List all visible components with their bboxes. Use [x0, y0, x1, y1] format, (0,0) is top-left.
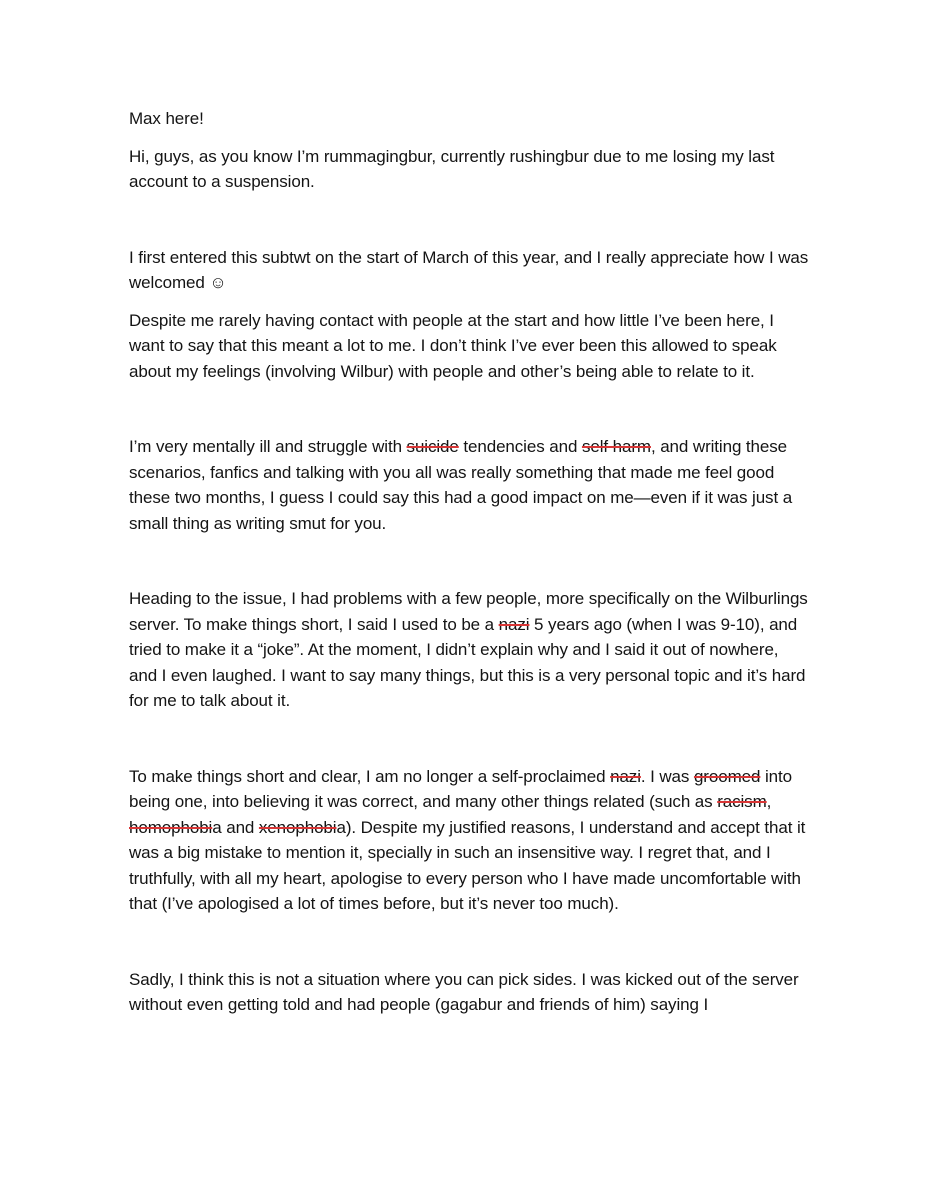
struck-word: nazi	[610, 766, 641, 786]
struck-word: groomed	[693, 766, 761, 786]
paragraph-spacer	[129, 917, 809, 967]
text-run: 5 years ago (when I was 9-10), and tried to make it a “joke”. At the moment, I didn’t explain why and I said it out of nowhere, and I even laughed. I want to say many things, but this is a very personal topic and it’s hard for me to talk about it.	[129, 614, 806, 710]
struck-word: suicide	[406, 437, 459, 456]
greeting-paragraph: Max here!	[129, 109, 204, 128]
sadly-paragraph: Sadly, I think this is not a situation where you can pick sides. I was kicked out of the server without even getting told and had people (gagabur and friends of him) saying I	[129, 969, 799, 1014]
welcome-paragraph: I first entered this subtwt on the start of March of this year, and I really appreciate how I was welcomed ☺	[129, 247, 809, 292]
mental-health-paragraph	[129, 434, 809, 536]
paragraph-spacer	[129, 714, 809, 764]
intro-paragraph: Hi, guys, as you know I’m rummagingbur, currently rushingbur due to me losing my last account to a suspension.	[129, 146, 775, 191]
text-run: a). Despite my justified reasons, I understand and accept that it was a big mistake to mention it, specially in such an insensitive way. I regret that, and I truthfully, with all my heart, apologise to every person who I have made uncomfortable with that (I’ve apologised a lot of times before, but it’s never too much).	[129, 817, 806, 913]
text-run: To make things short and clear, I am no longer a self-proclaimed	[129, 766, 611, 786]
paragraph-spacer	[129, 132, 809, 144]
meaning-paragraph: Despite me rarely having contact with people at the start and how little I’ve been here, I want to say that this meant a lot to me. I don’t think I’ve ever been this allowed to speak about my feelings (involving Wilbur) with people and other’s being able to relate to it.	[129, 310, 777, 381]
issue-paragraph	[129, 586, 809, 714]
struck-word: racism	[717, 792, 767, 811]
text-run: tendencies and	[458, 437, 582, 456]
text-run: . I was	[640, 766, 694, 786]
text-run: a and	[212, 817, 259, 837]
text-run: , and writing these scenarios, fanfics and talking with you all was really something that made me feel good these two months, I guess I could say this had a good impact on me—even if it was just a small thing as writing smut for you.	[129, 437, 793, 533]
struck-word: self harm	[581, 437, 651, 456]
struck-word: nazi	[498, 614, 530, 634]
paragraph-spacer	[129, 296, 809, 308]
text-run: Heading to the issue, I had problems with a few people, more specifically on the Wilburlings server. To make things short, I said I used to be a	[129, 589, 808, 634]
struck-word: xenophobi	[258, 817, 337, 837]
paragraph-spacer	[129, 384, 809, 434]
text-run: I’m very mentally ill and struggle with	[129, 437, 407, 456]
paragraph-spacer	[129, 536, 809, 586]
text-run: ,	[766, 792, 772, 811]
struck-word: homophobi	[129, 817, 213, 837]
document-body	[129, 106, 809, 1018]
clarification-paragraph	[129, 764, 809, 917]
paragraph-spacer	[129, 195, 809, 245]
text-run: into being one, into believing it was correct, and many other things related (such as	[129, 766, 792, 811]
